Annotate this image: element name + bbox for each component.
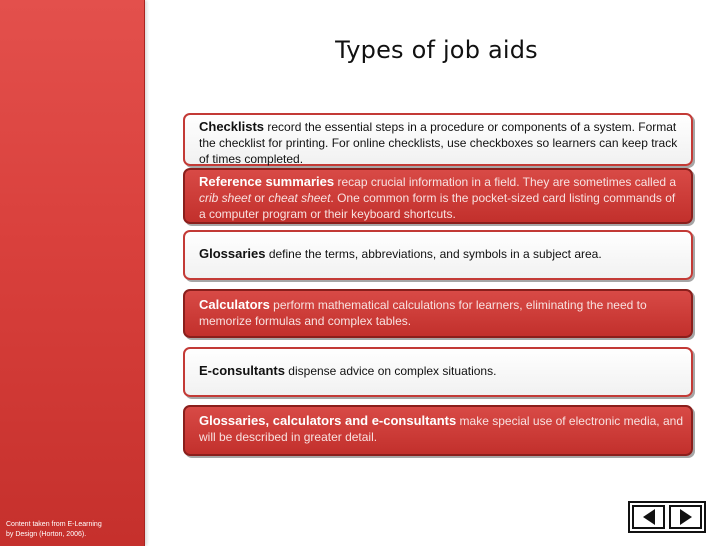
card-description: define the terms, abbreviations, and symbols in a subject area.: [265, 247, 602, 261]
card-emphasis-a: crib sheet: [199, 191, 252, 205]
card-description: record the essential steps in a procedure or components of a system. Format the checklist for printing. For online checklists, use checkboxes so learners can keep track of times completed.: [199, 120, 678, 166]
card-e-consultants: [183, 347, 693, 397]
sidebar-panel: [0, 0, 145, 546]
credit-line-2: by Design (Horton, 2006).: [6, 531, 87, 538]
card-heading: Calculators: [199, 297, 270, 312]
card-description-c: . One common form is the pocket-sized card listing commands of a computer program or their keyboard shortcuts.: [199, 191, 676, 221]
card-heading: Glossaries, calculators and e-consultants: [199, 413, 457, 428]
card-emphasis-b: cheat sheet: [268, 191, 331, 205]
triangle-right-icon: [680, 509, 692, 525]
card-heading: Glossaries: [199, 246, 266, 261]
card-description: make special use of electronic media, and will be described in greater detail.: [199, 414, 683, 444]
card-description: dispense advice on complex situations.: [284, 364, 497, 378]
previous-slide-button[interactable]: [632, 505, 665, 529]
card-electronic-aids: [183, 405, 693, 456]
slide-title: Types of job aids: [335, 36, 538, 64]
card-description-b: or: [251, 191, 269, 205]
credit-text: [6, 520, 141, 540]
next-slide-button[interactable]: [669, 505, 702, 529]
slide-navigation: [628, 501, 706, 533]
card-glossaries: [183, 230, 693, 280]
card-checklists: [183, 113, 693, 166]
card-description: perform mathematical calculations for learners, eliminating the need to memorize formulas and complex tables.: [199, 298, 647, 328]
card-reference-summaries: [183, 168, 693, 224]
card-description-a: recap crucial information in a field. They are sometimes called a: [334, 175, 677, 189]
card-heading: E-consultants: [199, 363, 285, 378]
credit-line-1: Content taken from E-Learning: [6, 521, 102, 528]
triangle-left-icon: [643, 509, 655, 525]
card-calculators: [183, 289, 693, 338]
card-heading: Reference summaries: [199, 174, 335, 189]
card-heading: Checklists: [199, 119, 265, 134]
